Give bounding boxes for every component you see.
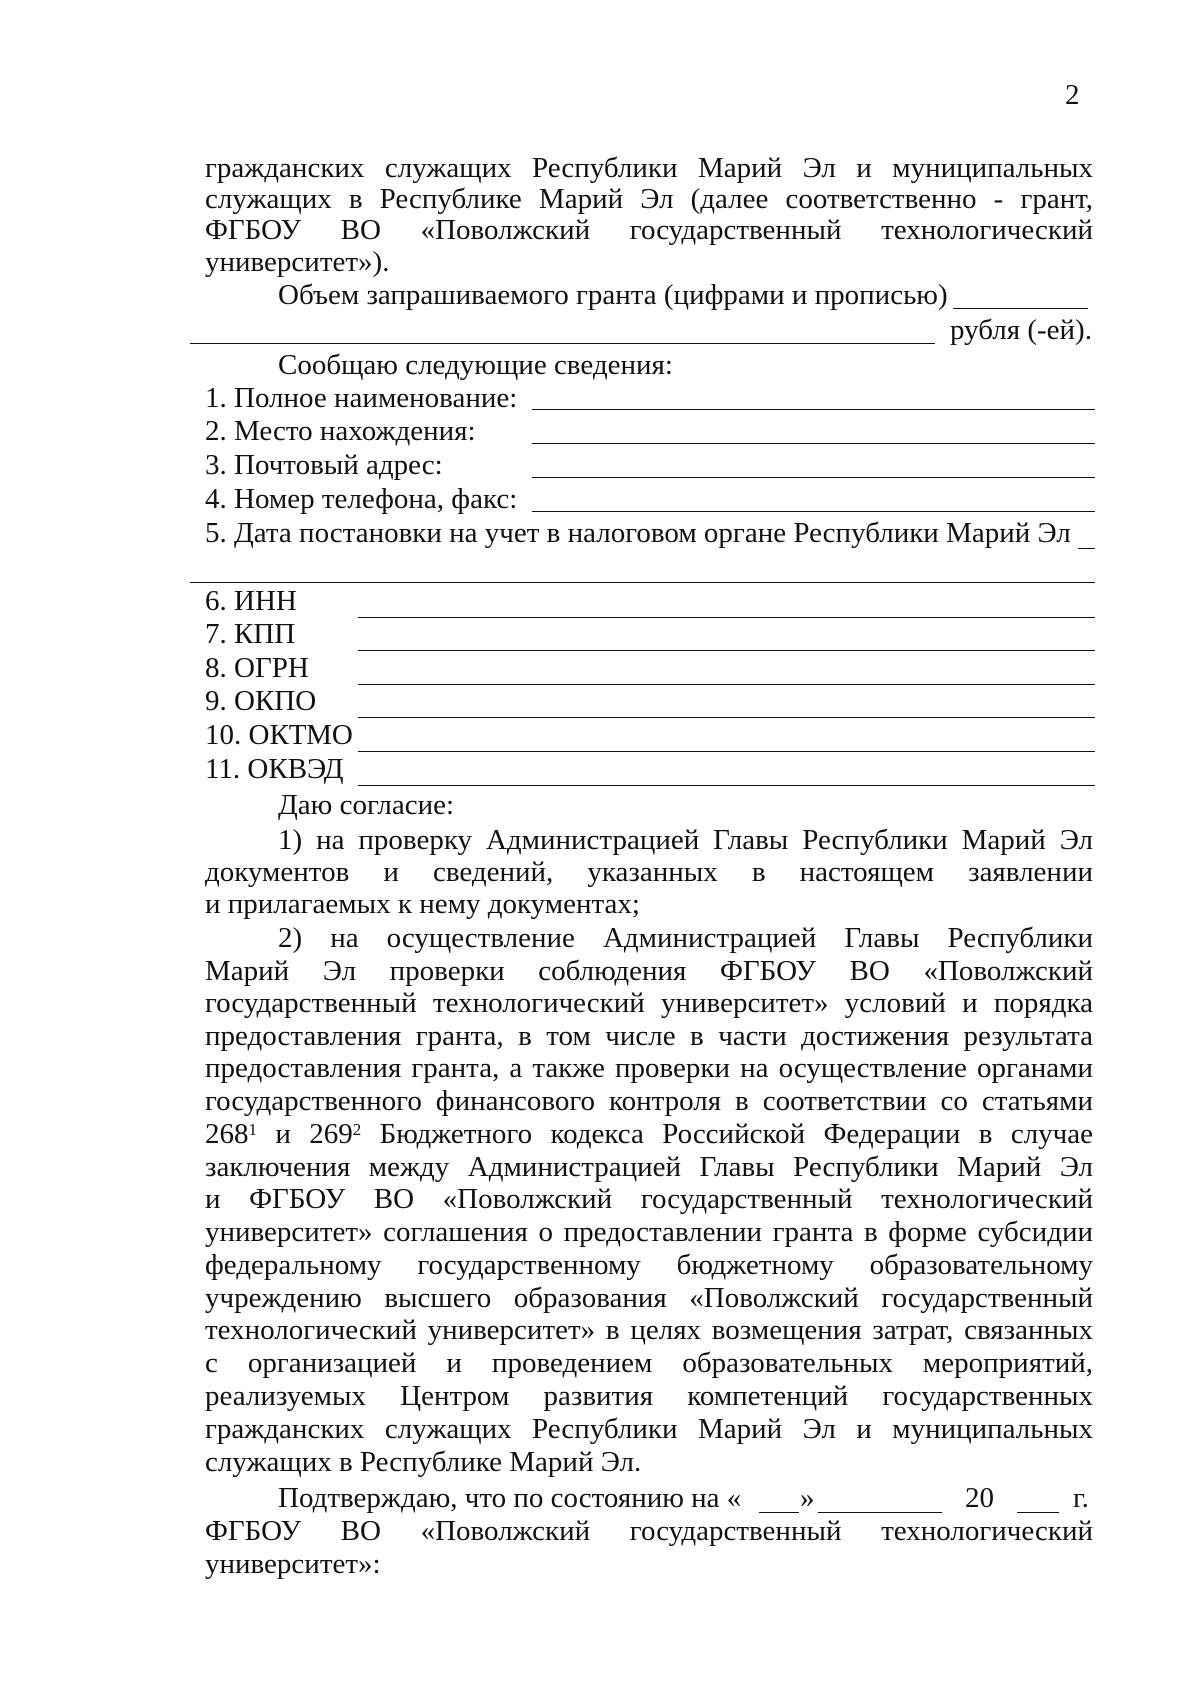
confirm-year-suffix: г.	[1073, 1482, 1089, 1514]
consent-1-line: и прилагаемых к нему документах;	[205, 888, 640, 920]
field-input-ogrn[interactable]	[358, 684, 1095, 685]
consent-2-line: 2) на осуществление Администрацией Главы Республики	[278, 922, 1093, 954]
intro-line: служащих в Республике Марий Эл (далее соответственно - грант,	[205, 183, 1093, 215]
consent-2-line: служащих в Республике Марий Эл.	[205, 1446, 642, 1478]
field-input-kpp[interactable]	[358, 650, 1095, 651]
confirm-day-field[interactable]	[759, 1512, 799, 1513]
article-269: $269^2$	[309, 1118, 362, 1150]
field-label-full-name: 1. Полное наименование:	[205, 382, 518, 414]
consent-2-line: федеральному государственному бюджетному образовательному	[205, 1249, 1093, 1281]
field-label-okved: 11. ОКВЭД	[205, 753, 344, 785]
field-input-tax-registration-date[interactable]	[1078, 548, 1095, 549]
consent-2-line: предоставления гранта, а также проверки на осуществление органами	[205, 1052, 1093, 1084]
article-conjunction: и	[275, 1118, 291, 1150]
field-label-phone-fax: 4. Номер телефона, факс:	[205, 483, 518, 515]
page-number: 2	[1065, 79, 1080, 111]
confirm-year-field[interactable]	[1017, 1512, 1059, 1513]
consent-2-line: и ФГБОУ ВО «Поволжский государственный технологический	[205, 1183, 1093, 1215]
field-input-location[interactable]	[532, 443, 1095, 444]
consent-2-line: реализуемых Центром развития компетенций государственных	[205, 1380, 1093, 1412]
field-label-okpo: 9. ОКПО	[205, 685, 317, 717]
field-input-phone-fax[interactable]	[532, 511, 1095, 512]
consent-2-line: заключения между Администрацией Главы Республики Марий Эл	[205, 1151, 1093, 1183]
consent-2-line: с организацией и проведением образовательных мероприятий,	[205, 1347, 1093, 1379]
field-input-inn[interactable]	[358, 617, 1095, 618]
consent-2-line: учреждению высшего образования «Поволжский государственный	[205, 1282, 1093, 1314]
grant-amount-label: Объем запрашиваемого гранта (цифрами и прописью)	[278, 279, 948, 311]
field-label-ogrn: 8. ОГРН	[205, 652, 309, 684]
confirm-line: университет»:	[205, 1548, 381, 1580]
field-input-postal-address[interactable]	[532, 477, 1095, 478]
grant-amount-digits-field[interactable]	[953, 308, 1088, 309]
intro-line: университет»).	[205, 246, 390, 278]
field-label-kpp: 7. КПП	[205, 618, 296, 650]
intro-line: гражданских служащих Республики Марий Эл и муниципальных	[205, 152, 1093, 184]
field-label-inn: 6. ИНН	[205, 585, 297, 617]
consent-2-line: государственный технологический университет» условий и порядка	[205, 987, 1093, 1019]
consent-1-line: документов и сведений, указанных в настоящем заявлении	[205, 856, 1093, 888]
confirm-quote-close: »	[800, 1482, 815, 1514]
grant-amount-words-field[interactable]	[190, 343, 935, 344]
field-label-tax-registration-date: 5. Дата постановки на учет в налоговом органе Республики Марий Эл	[205, 517, 1071, 549]
confirm-line: ФГБОУ ВО «Поволжский государственный технологический	[205, 1515, 1093, 1547]
consent-2-line: Марий Эл проверки соблюдения ФГБОУ ВО «Поволжский	[205, 955, 1093, 987]
consent-2-line: университет» соглашения о предоставлении гранта в форме субсидии	[205, 1216, 1093, 1248]
confirm-year-prefix: 20	[965, 1482, 994, 1514]
field-input-okved[interactable]	[358, 785, 1095, 786]
consent-2-articles-line	[205, 1117, 1093, 1151]
field-input-tax-registration-date-cont[interactable]	[190, 582, 1095, 583]
confirm-prefix: Подтверждаю, что по состоянию на «	[278, 1482, 742, 1514]
field-input-oktmo[interactable]	[358, 751, 1095, 752]
consent-1-line: 1) на проверку Администрацией Главы Республики Марий Эл	[278, 824, 1093, 856]
grant-amount-suffix: рубля (-ей).	[950, 314, 1092, 346]
consent-2-line: технологический университет» в целях возмещения затрат, связанных	[205, 1314, 1093, 1346]
intro-line: ФГБОУ ВО «Поволжский государственный технологический	[205, 214, 1093, 246]
field-label-location: 2. Место нахождения:	[205, 415, 476, 447]
field-label-oktmo: 10. ОКТМО	[205, 719, 353, 751]
info-heading: Сообщаю следующие сведения:	[278, 349, 673, 381]
article-268: $268^1$	[205, 1118, 257, 1150]
consent-2-line: государственного финансового контроля в соответствии со статьями	[205, 1085, 1093, 1117]
consent-2-line: предоставления гранта, в том числе в части достижения результата	[205, 1020, 1093, 1052]
article-rest: Бюджетного кодекса Российской Федерации в случае	[379, 1118, 1093, 1150]
confirm-month-field[interactable]	[818, 1512, 942, 1513]
consent-2-line: гражданских служащих Республики Марий Эл и муниципальных	[205, 1413, 1093, 1445]
consent-heading: Даю согласие:	[278, 789, 455, 821]
field-label-postal-address: 3. Почтовый адрес:	[205, 449, 443, 481]
field-input-okpo[interactable]	[358, 717, 1095, 718]
field-input-full-name[interactable]	[532, 409, 1095, 410]
